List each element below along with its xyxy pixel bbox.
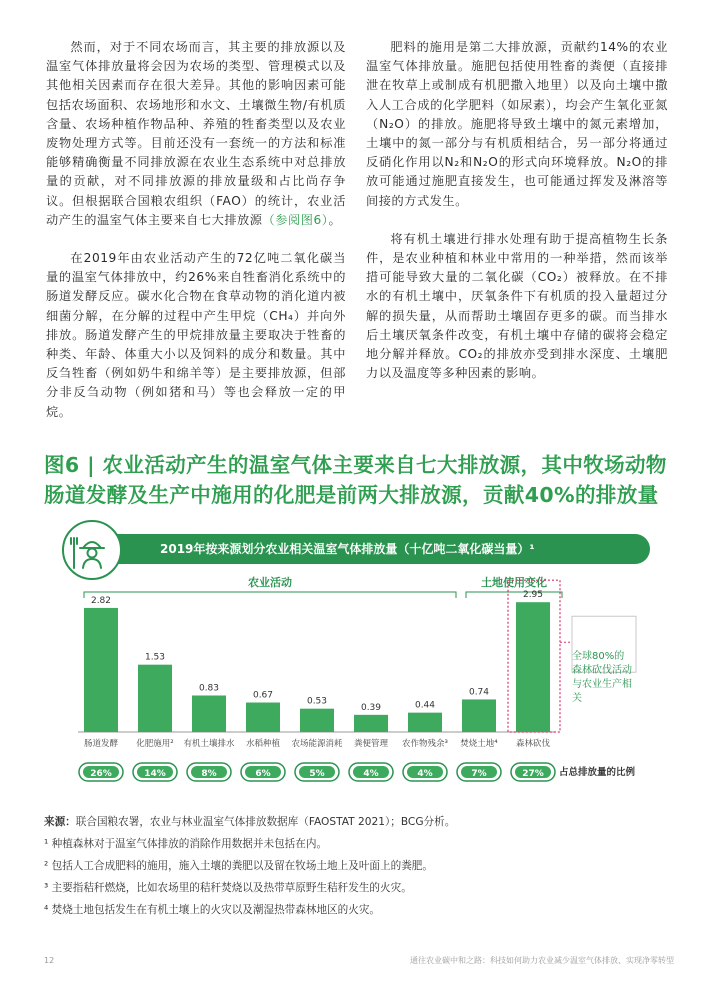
page-number: 12 — [44, 956, 55, 965]
bar — [354, 715, 388, 732]
footnote: ¹ 种植森林对于温室气体排放的消除作用数据并未包括在内。 — [44, 838, 328, 850]
figure-reference-link[interactable]: （参阅图6） — [262, 212, 329, 227]
share-label: 14% — [144, 769, 166, 779]
source-line: 来源：联合国粮农署，农业与林业温室气体排放数据库（FAOSTAT 2021）；BCG分析。 — [44, 816, 456, 828]
bar — [300, 709, 334, 732]
share-label: 6% — [255, 769, 271, 779]
value-label: 2.95 — [522, 590, 544, 601]
category-label: 有机土壤排水 — [183, 739, 235, 749]
body-column-right — [366, 38, 668, 402]
category-label: 粪便管理 — [353, 739, 389, 749]
body-column-left — [46, 38, 346, 441]
footnote: ³ 主要指秸秆燃烧，比如农场里的秸秆焚烧以及热带草原野生秸秆发生的火灾。 — [44, 882, 412, 894]
footnote: ⁴ 焚烧土地包括发生在有机土壤上的火灾以及潮湿热带森林地区的火灾。 — [44, 904, 381, 916]
paragraph: 在2019年由农业活动产生的72亿吨二氧化碳当量的温室气体排放中，约26%来自牲畜消化系统中的肠道发酵反应。碳水化合物在食草动物的消化道内被细菌分解，在分解的过程中产生甲烷（CH₄）并向外排放。肠道发酵产生的甲烷排放量主要取决于牲畜的种类、年龄、体重大小以及饲料的成分和数量。其中反刍牲畜（例如奶牛和绵羊等）是主要排放源，但部分非反刍动物（例如猪和马）等也会释放一定的甲烷。 — [46, 251, 346, 419]
value-label: 0.67 — [252, 690, 274, 701]
category-label: 焚烧土地⁴ — [460, 739, 498, 749]
share-label: 26% — [90, 769, 112, 779]
chart-annotation: 全球80%的森林砍伐活动与农业生产相关 — [572, 651, 632, 704]
group-bracket — [466, 590, 562, 601]
chart-title: 2019年按来源划分农业相关温室气体排放量（十亿吨二氧化碳当量）¹ — [160, 542, 535, 556]
paragraph: 然而，对于不同农场而言，其主要的排放源以及温室气体排放量将会因为农场的类型、管理模式以及其他相关因素而存在很大差异。其他的影响因素可能包括农场面积、农场地形和水文、土壤微生物/有机质含量、农场种植作物品种、养殖的牲畜类型以及农业废物处理方式等。目前还没有一套统一的方法和标准能够精确衡量不同排放源在农业生态系统中对总排放量的贡献，对不同排放源的排放量级和占比尚存争议。但根据联合国粮农组织（FAO）的统计，农业活动产生的温室气体主要来自七大排放源（参阅图6）。 — [46, 40, 346, 227]
bar — [516, 602, 550, 732]
paragraph: 肥料的施用是第二大排放源，贡献约14%的农业温室气体排放量。施肥包括使用牲畜的粪便（直接排泄在牧草上或制成有机肥撒入地里）以及向土壤中撒入人工合成的化学肥料（如尿素），均会产生氧化亚氮（N₂O）的排放。施肥将导致土壤中的氮元素增加，土壤中的氮一部分与有机质相结合，另一部分将通过反硝化作用以N₂和N₂O的形式向环境释放。N₂O的排放可能通过施肥直接发生，也可能通过挥发及淋溶等间接的方式发生。 — [366, 40, 668, 208]
group-bracket — [84, 592, 456, 598]
source-notes — [44, 812, 684, 920]
bar — [138, 665, 172, 732]
bar — [192, 695, 226, 732]
value-label: 0.44 — [414, 700, 436, 711]
share-label: 4% — [363, 769, 379, 779]
value-label: 0.39 — [360, 702, 382, 713]
running-title: 通往农业碳中和之路：科技如何助力农业减少温室气体排放、实现净零转型 — [410, 956, 674, 965]
chart — [62, 520, 672, 800]
footnote: ² 包括人工合成肥料的施用，施入土壤的粪肥以及留在牧场土地上及叶面上的粪肥。 — [44, 860, 433, 872]
share-label: 占总排放量的比例 — [559, 767, 636, 778]
value-label: 1.53 — [144, 652, 166, 663]
bar — [84, 608, 118, 732]
category-label: 肠道发酵 — [83, 739, 119, 749]
group-label: 土地使用变化 — [481, 576, 547, 589]
value-label: 2.82 — [90, 595, 112, 606]
value-label: 0.53 — [306, 696, 328, 707]
category-label: 农作物残余³ — [402, 739, 448, 749]
category-label: 水稻种植 — [245, 739, 281, 749]
share-label: 5% — [309, 769, 325, 779]
group-label: 农业活动 — [248, 576, 292, 589]
category-label: 森林砍伐 — [515, 739, 551, 749]
figure-title: 图6 | 农业活动产生的温室气体主要来自七大排放源，其中牧场动物肠道发酵及生产中施用的化肥是前两大排放源，贡献40%的排放量 — [44, 453, 667, 507]
bar — [462, 699, 496, 732]
share-label: 4% — [417, 769, 433, 779]
bar — [246, 703, 280, 732]
share-label: 8% — [201, 769, 217, 779]
value-label: 0.83 — [198, 683, 220, 694]
category-label: 农场能源消耗 — [291, 739, 343, 749]
bar — [408, 713, 442, 732]
share-label: 27% — [522, 769, 544, 779]
category-label: 化肥施用² — [136, 739, 174, 749]
paragraph: 将有机土壤进行排水处理有助于提高植物生长条件，是农业种植和林业中常用的一种举措，然而该举措可能导致大量的二氧化碳（CO₂）被释放。在不排水的有机土壤中，厌氧条件下有机质的投入量超过分解的损失量，从而帮助土壤固存更多的碳。而当排水后土壤厌氧条件改变，有机土壤中存储的碳将会稳定地分解并释放。CO₂的排放亦受到排水深度、土壤肥力以及温度等多种因素的影响。 — [366, 231, 668, 381]
share-label: 7% — [471, 769, 487, 779]
value-label: 0.74 — [468, 687, 490, 698]
